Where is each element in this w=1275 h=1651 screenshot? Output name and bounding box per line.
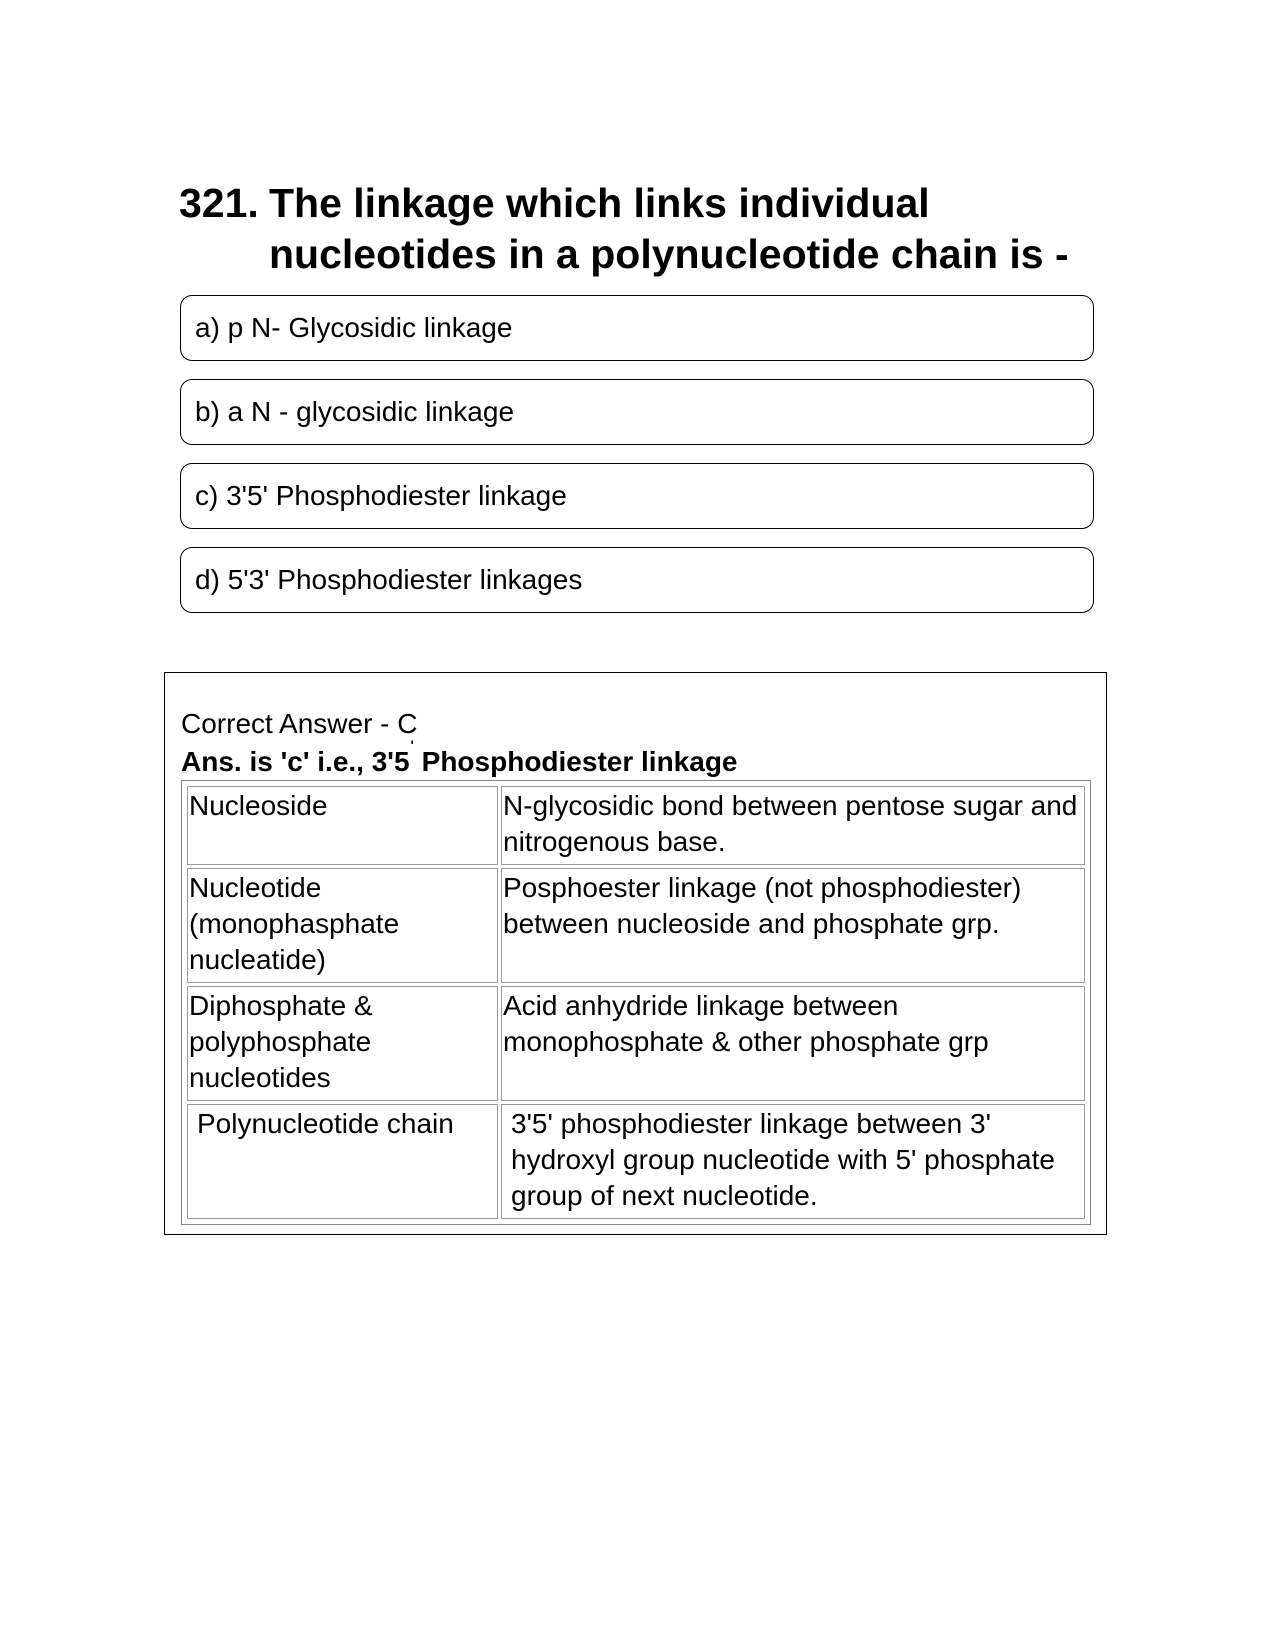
question-heading (179, 178, 1099, 280)
answer-explanation-heading (181, 737, 738, 781)
linkage-table (181, 780, 1091, 1225)
table-cell-term: Diphosphate & polyphosphate nucleotides (187, 986, 498, 1101)
option-a[interactable]: a) p N- Glycosidic linkage (180, 295, 1094, 361)
question-number: 321. (179, 180, 259, 226)
answer-explanation-mark: ' (410, 737, 414, 753)
table-cell-description: Acid anhydride linkage between monophosphate & other phosphate grp (501, 986, 1085, 1101)
option-b[interactable]: b) a N - glycosidic linkage (180, 379, 1094, 445)
table-cell-description: Posphoester linkage (not phosphodiester) between nucleoside and phosphate grp. (501, 868, 1085, 983)
correct-answer-text: Correct Answer - C (181, 708, 418, 739)
table-row (187, 986, 1085, 1101)
answer-explanation-suffix: Phosphodiester linkage (413, 746, 738, 777)
table-row (187, 1104, 1085, 1219)
option-c[interactable]: c) 3'5' Phosphodiester linkage (180, 463, 1094, 529)
table-cell-term: Nucleoside (187, 786, 498, 865)
table-cell-description: N-glycosidic bond between pentose sugar and nitrogenous base. (501, 786, 1085, 865)
question-text: The linkage which links individual nucleotides in a polynucleotide chain is - (269, 180, 1069, 277)
table-cell-term: Polynucleotide chain (187, 1104, 498, 1219)
table-row (187, 868, 1085, 983)
answer-explanation-prefix: Ans. is 'c' i.e., 3'5 (181, 746, 410, 777)
answer-panel (164, 672, 1107, 1235)
table-cell-description: 3'5' phosphodiester linkage between 3' hydroxyl group nucleotide with 5' phosphate group of next nucleotide. (501, 1104, 1085, 1219)
table-cell-term: Nucleotide (monophasphate nucleatide) (187, 868, 498, 983)
option-d[interactable]: d) 5'3' Phosphodiester linkages (180, 547, 1094, 613)
table-row (187, 786, 1085, 865)
